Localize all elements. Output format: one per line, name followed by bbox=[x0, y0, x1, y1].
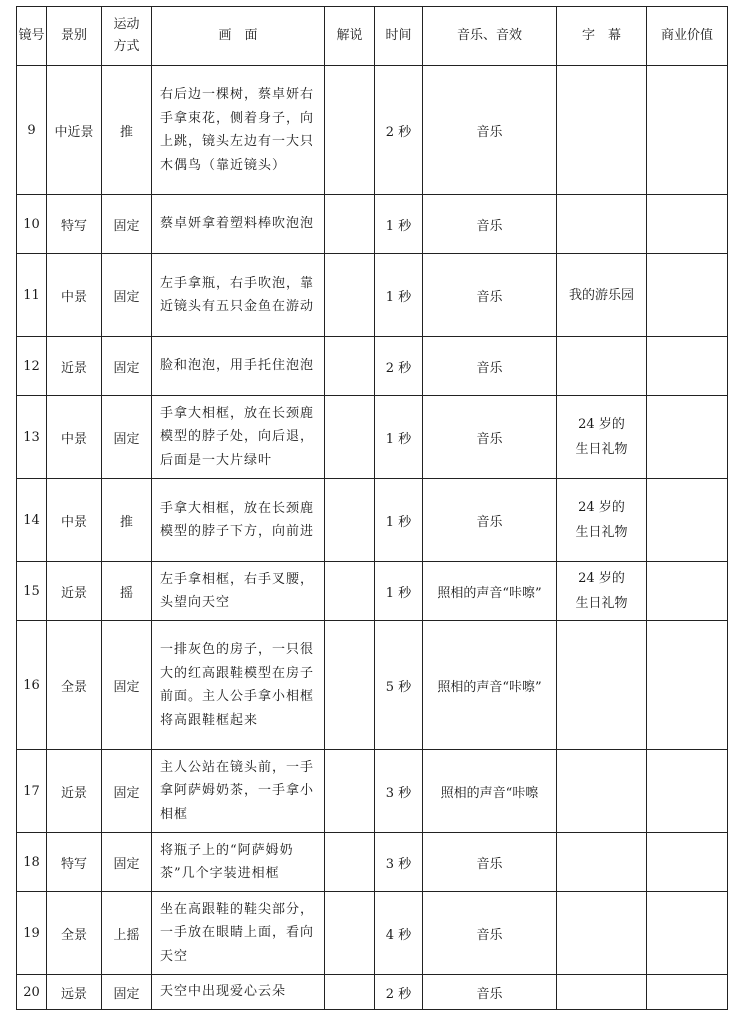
cell-shot: 15 bbox=[17, 562, 47, 621]
cell-narration bbox=[325, 750, 375, 833]
cell-movement: 固定 bbox=[102, 833, 152, 892]
cell-audio: 音乐 bbox=[423, 396, 557, 479]
cell-audio: 照相的声音“咔嚓” bbox=[423, 621, 557, 750]
cell-audio: 音乐 bbox=[423, 892, 557, 975]
cell-scale: 近景 bbox=[47, 562, 102, 621]
table-row bbox=[17, 66, 728, 195]
cell-scene: 脸和泡泡，用手托住泡泡 bbox=[152, 337, 325, 396]
cell-time: 4 秒 bbox=[375, 892, 423, 975]
cell-audio: 音乐 bbox=[423, 254, 557, 337]
cell-scene: 左手拿瓶，右手吹泡，靠近镜头有五只金鱼在游动 bbox=[152, 254, 325, 337]
cell-scale: 近景 bbox=[47, 750, 102, 833]
header-narration: 解说 bbox=[325, 7, 375, 66]
cell-value bbox=[647, 195, 728, 254]
table-row bbox=[17, 396, 728, 479]
storyboard-table-container bbox=[16, 6, 728, 1010]
cell-scale: 特写 bbox=[47, 195, 102, 254]
cell-value bbox=[647, 396, 728, 479]
header-caption: 字 幕 bbox=[557, 7, 647, 66]
cell-caption: 我的游乐园 bbox=[557, 254, 647, 337]
cell-scale: 特写 bbox=[47, 833, 102, 892]
header-movement-label: 运动方式 bbox=[113, 17, 140, 54]
cell-value bbox=[647, 975, 728, 1010]
cell-caption bbox=[557, 750, 647, 833]
cell-narration bbox=[325, 892, 375, 975]
cell-value bbox=[647, 66, 728, 195]
table-row bbox=[17, 562, 728, 621]
cell-caption bbox=[557, 337, 647, 396]
storyboard-table bbox=[16, 6, 728, 1010]
cell-movement: 上摇 bbox=[102, 892, 152, 975]
header-scene: 画 面 bbox=[152, 7, 325, 66]
cell-value bbox=[647, 621, 728, 750]
cell-time: 1 秒 bbox=[375, 254, 423, 337]
cell-caption: 24 岁的 生日礼物 bbox=[557, 396, 647, 479]
cell-scale: 中景 bbox=[47, 396, 102, 479]
cell-scale: 中景 bbox=[47, 254, 102, 337]
cell-scale: 远景 bbox=[47, 975, 102, 1010]
cell-caption bbox=[557, 892, 647, 975]
cell-narration bbox=[325, 621, 375, 750]
cell-shot: 10 bbox=[17, 195, 47, 254]
cell-scene: 左手拿相框，右手叉腰，头望向天空 bbox=[152, 562, 325, 621]
table-body bbox=[17, 66, 728, 1010]
cell-audio: 音乐 bbox=[423, 975, 557, 1010]
cell-movement: 推 bbox=[102, 66, 152, 195]
cell-audio: 音乐 bbox=[423, 833, 557, 892]
cell-time: 1 秒 bbox=[375, 562, 423, 621]
cell-narration bbox=[325, 975, 375, 1010]
cell-scene: 天空中出现爱心云朵 bbox=[152, 975, 325, 1010]
table-row bbox=[17, 337, 728, 396]
cell-caption: 24 岁的 生日礼物 bbox=[557, 479, 647, 562]
cell-audio: 音乐 bbox=[423, 337, 557, 396]
cell-caption bbox=[557, 66, 647, 195]
cell-scene: 手拿大相框，放在长颈鹿模型的脖子处，向后退，后面是一大片绿叶 bbox=[152, 396, 325, 479]
cell-shot: 13 bbox=[17, 396, 47, 479]
cell-audio: 照相的声音“咔嚓 bbox=[423, 750, 557, 833]
cell-scene: 蔡卓妍拿着塑料棒吹泡泡 bbox=[152, 195, 325, 254]
cell-caption bbox=[557, 833, 647, 892]
cell-narration bbox=[325, 337, 375, 396]
cell-time: 2 秒 bbox=[375, 66, 423, 195]
cell-shot: 17 bbox=[17, 750, 47, 833]
table-row bbox=[17, 479, 728, 562]
table-row bbox=[17, 892, 728, 975]
cell-time: 5 秒 bbox=[375, 621, 423, 750]
table-row bbox=[17, 195, 728, 254]
cell-time: 1 秒 bbox=[375, 479, 423, 562]
cell-scale: 全景 bbox=[47, 892, 102, 975]
cell-caption bbox=[557, 195, 647, 254]
cell-value bbox=[647, 750, 728, 833]
cell-shot: 12 bbox=[17, 337, 47, 396]
cell-value bbox=[647, 562, 728, 621]
cell-value bbox=[647, 254, 728, 337]
header-value: 商业价值 bbox=[647, 7, 728, 66]
cell-audio: 音乐 bbox=[423, 479, 557, 562]
cell-audio: 音乐 bbox=[423, 66, 557, 195]
cell-movement: 摇 bbox=[102, 562, 152, 621]
cell-movement: 固定 bbox=[102, 396, 152, 479]
table-row bbox=[17, 254, 728, 337]
table-row bbox=[17, 750, 728, 833]
cell-audio: 照相的声音“咔嚓” bbox=[423, 562, 557, 621]
cell-scene: 一排灰色的房子，一只很大的红高跟鞋模型在房子前面。主人公手拿小相框将高跟鞋框起来 bbox=[152, 621, 325, 750]
header-time: 时间 bbox=[375, 7, 423, 66]
cell-shot: 20 bbox=[17, 975, 47, 1010]
cell-movement: 固定 bbox=[102, 975, 152, 1010]
cell-time: 2 秒 bbox=[375, 337, 423, 396]
cell-scene: 手拿大相框，放在长颈鹿模型的脖子下方，向前进 bbox=[152, 479, 325, 562]
cell-narration bbox=[325, 254, 375, 337]
cell-time: 1 秒 bbox=[375, 195, 423, 254]
table-row bbox=[17, 833, 728, 892]
cell-scale: 全景 bbox=[47, 621, 102, 750]
cell-narration bbox=[325, 66, 375, 195]
cell-value bbox=[647, 892, 728, 975]
cell-shot: 11 bbox=[17, 254, 47, 337]
cell-narration bbox=[325, 479, 375, 562]
table-row bbox=[17, 621, 728, 750]
cell-scene: 主人公站在镜头前，一手拿阿萨姆奶茶，一手拿小相框 bbox=[152, 750, 325, 833]
cell-narration bbox=[325, 396, 375, 479]
cell-audio: 音乐 bbox=[423, 195, 557, 254]
cell-time: 3 秒 bbox=[375, 833, 423, 892]
cell-narration bbox=[325, 195, 375, 254]
cell-scene: 右后边一棵树，蔡卓妍右手拿束花，侧着身子，向上跳，镜头左边有一大只木偶鸟（靠近镜头） bbox=[152, 66, 325, 195]
header-row bbox=[17, 7, 728, 66]
cell-narration bbox=[325, 562, 375, 621]
cell-value bbox=[647, 337, 728, 396]
cell-shot: 14 bbox=[17, 479, 47, 562]
cell-caption bbox=[557, 975, 647, 1010]
cell-shot: 19 bbox=[17, 892, 47, 975]
cell-movement: 固定 bbox=[102, 195, 152, 254]
cell-time: 2 秒 bbox=[375, 975, 423, 1010]
cell-scene: 将瓶子上的“阿萨姆奶茶”几个字装进相框 bbox=[152, 833, 325, 892]
cell-value bbox=[647, 833, 728, 892]
cell-movement: 固定 bbox=[102, 750, 152, 833]
cell-caption bbox=[557, 621, 647, 750]
cell-scale: 中近景 bbox=[47, 66, 102, 195]
cell-narration bbox=[325, 833, 375, 892]
header-shot: 镜号 bbox=[17, 7, 47, 66]
header-scale: 景别 bbox=[47, 7, 102, 66]
cell-movement: 固定 bbox=[102, 621, 152, 750]
cell-movement: 固定 bbox=[102, 254, 152, 337]
cell-scale: 中景 bbox=[47, 479, 102, 562]
cell-movement: 推 bbox=[102, 479, 152, 562]
cell-scale: 近景 bbox=[47, 337, 102, 396]
table-row bbox=[17, 975, 728, 1010]
cell-shot: 9 bbox=[17, 66, 47, 195]
cell-time: 3 秒 bbox=[375, 750, 423, 833]
cell-shot: 16 bbox=[17, 621, 47, 750]
cell-shot: 18 bbox=[17, 833, 47, 892]
header-movement bbox=[102, 7, 152, 66]
header-audio: 音乐、音效 bbox=[423, 7, 557, 66]
cell-caption: 24 岁的 生日礼物 bbox=[557, 562, 647, 621]
cell-value bbox=[647, 479, 728, 562]
cell-movement: 固定 bbox=[102, 337, 152, 396]
cell-time: 1 秒 bbox=[375, 396, 423, 479]
cell-scene: 坐在高跟鞋的鞋尖部分，一手放在眼睛上面，看向天空 bbox=[152, 892, 325, 975]
